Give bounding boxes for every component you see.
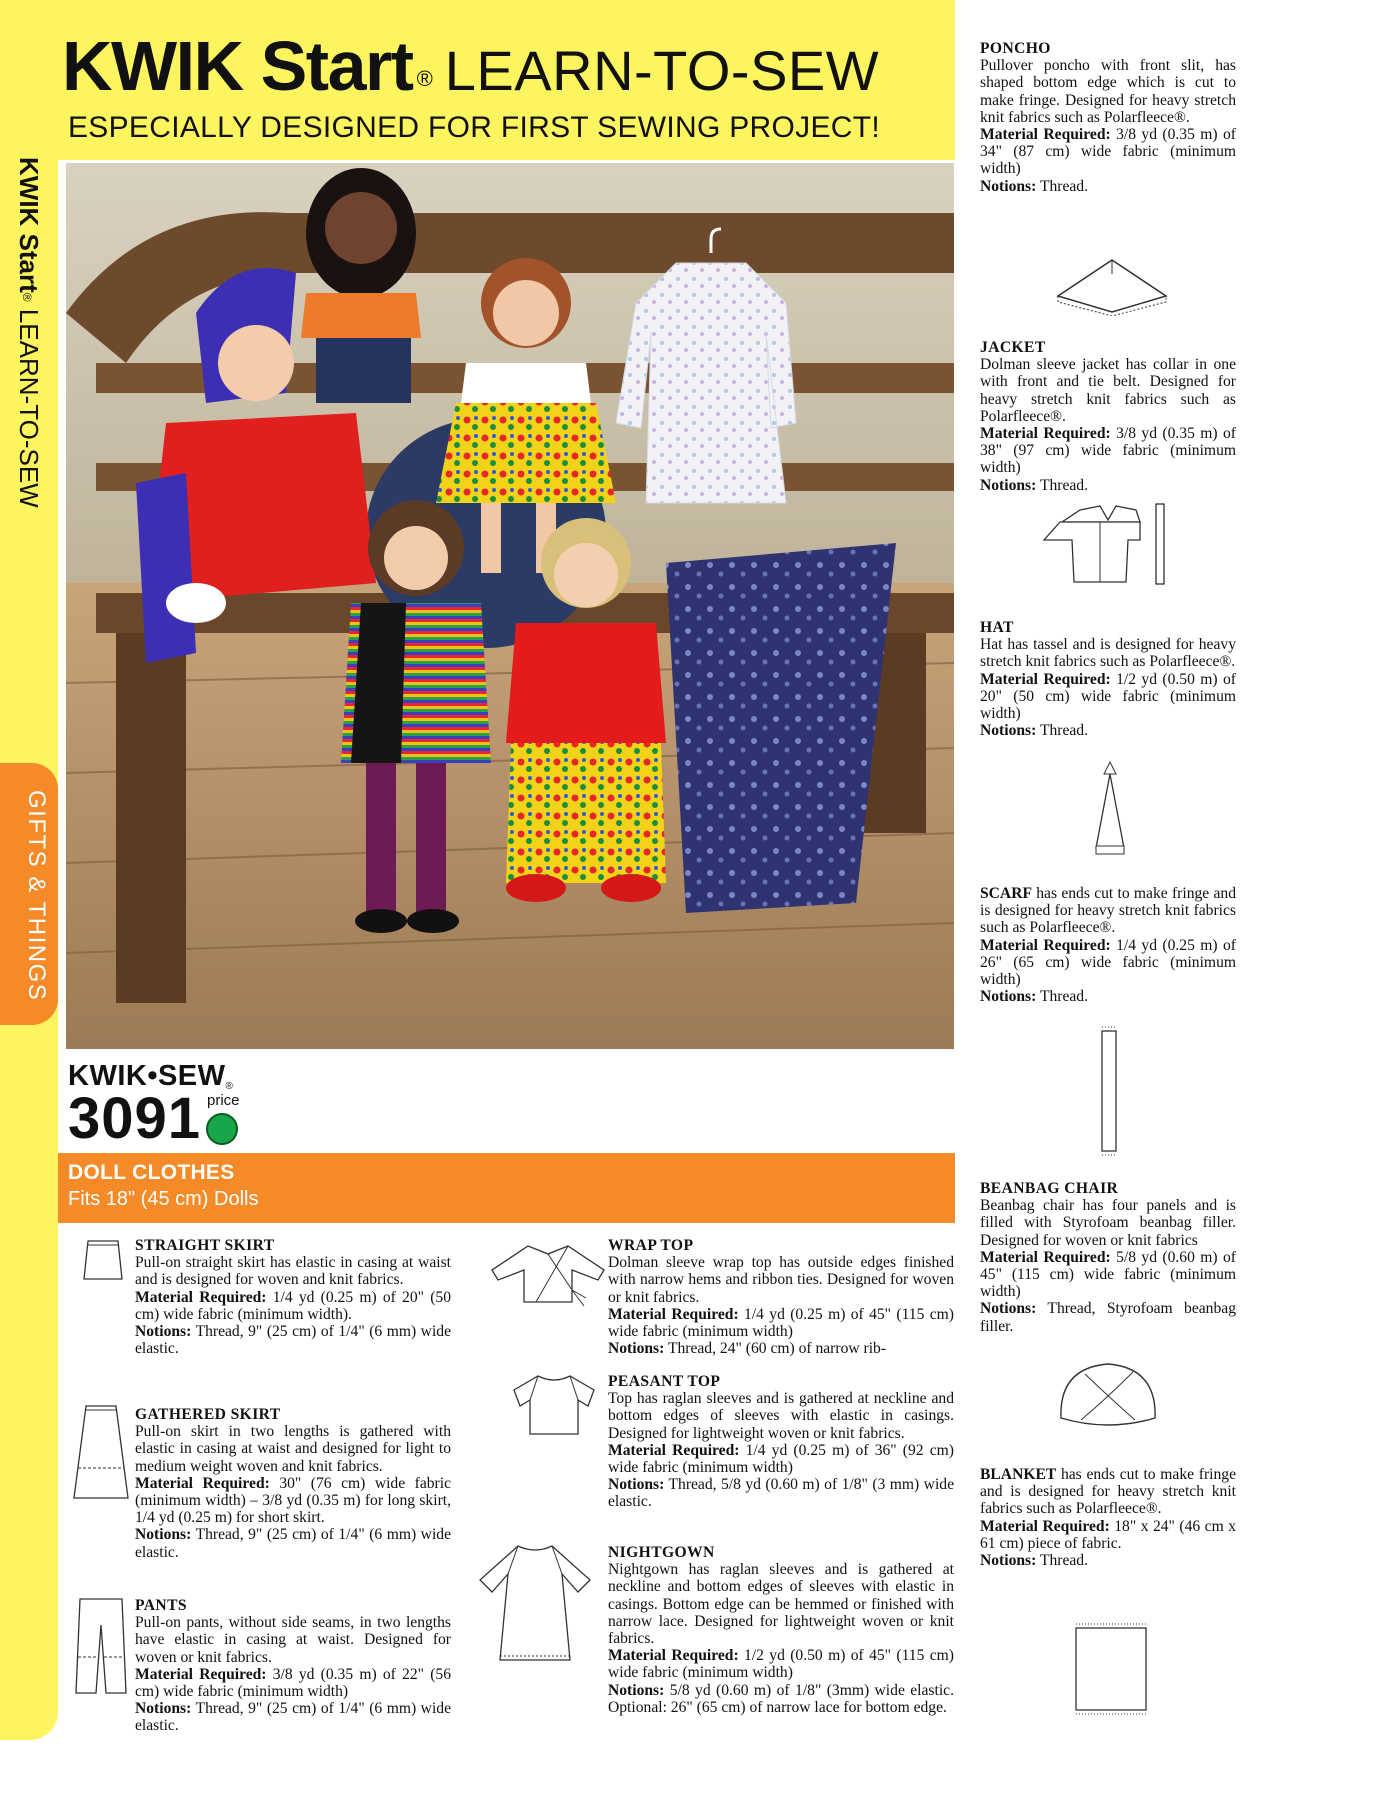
pattern-nightgown: NIGHTGOWN Nightgown has raglan sleeves and is gathered at neckline and bottom edges of sleeves with elastic in casings. Bottom edge can be hemmed or finished with narrow lace. Designed for lightweight woven or knit fabrics. Material Required: 1/2 yd (0.50 m) of 45" (115 cm) wide fabric (minimum width) Notions: 5/8 yd (0.60 m) of 1/8" (3mm) wide elastic. Optional: 26" (65 cm) of narrow lace for bottom edge. bbox=[608, 1544, 954, 1716]
brand-title: KWIK Start ® LEARN-TO-SEW bbox=[62, 27, 880, 105]
poncho-sketch-icon bbox=[1052, 256, 1172, 316]
beanbag-sketch-icon bbox=[1055, 1358, 1161, 1432]
band-title: DOLL CLOTHES bbox=[68, 1161, 235, 1184]
price-label: price bbox=[207, 1092, 240, 1109]
category-band bbox=[58, 1153, 955, 1223]
product-photo bbox=[66, 163, 954, 1049]
pattern-peasant-top: PEASANT TOP Top has raglan sleeves and is gathered at neckline and bottom edges of sleeves with elastic in casings. Designed for lightweight woven or knit fabrics. Material Required: 1/4 yd (0.25 m) of 36" (92 cm) wide fabric (minimum width) Notions: Thread, 5/8 yd (0.60 m) of 1/8" (3 mm) wide elastic. bbox=[608, 1373, 954, 1511]
pattern-wrap-top: WRAP TOP Dolman sleeve wrap top has outside edges finished with narrow hems and ribbon ties. Designed for woven or knit fabrics. Material Required: 1/4 yd (0.25 m) of 45" (115 cm) wide fabric (minimum width) Notions: Thread, 24" (60 cm) of narrow rib- bbox=[608, 1237, 954, 1358]
pattern-poncho: PONCHO Pullover poncho with front slit, has shaped bottom edge which is cut to make fringe. Designed for heavy stretch knit fabrics such as Polarfleece®. Material Required: 3/8 yd (0.35 m) of 34" (87 cm) wide fabric (minimum width) Notions: Thread. bbox=[980, 40, 1236, 195]
nightgown-sketch-icon bbox=[470, 1540, 600, 1666]
pattern-straight-skirt: STRAIGHT SKIRT Pull-on straight skirt has elastic in casing at waist and is designed for woven and knit fabrics. Material Required: 1/4 yd (0.25 m) of 20" (50 cm) wide fabric (minimum width). Notions: Thread, 9" (25 cm) of 1/4" (6 mm) wide elastic. bbox=[135, 1237, 451, 1358]
pattern-scarf: SCARF has ends cut to make fringe and is designed for heavy stretch knit fabrics such as Polarfleece®. Material Required: 1/4 yd (0.25 m) of 26" (65 cm) wide fabric (minimum width) Notions: Thread. bbox=[980, 885, 1236, 1006]
price-dot-icon bbox=[206, 1113, 238, 1145]
spine-title: KWIK Start® LEARN-TO-SEW bbox=[14, 157, 44, 508]
peasant-top-sketch-icon bbox=[508, 1370, 600, 1440]
wrap-top-sketch-icon bbox=[488, 1240, 608, 1314]
hat-sketch-icon bbox=[1090, 760, 1130, 858]
pattern-pants: PANTS Pull-on pants, without side seams, in two lengths have elastic in casing at waist. Designed for woven or knit fabrics. Material Required: 3/8 yd (0.35 m) of 22" (56 cm) wide fabric (minimum width) Notions: Thread, 9" (25 cm) of 1/4" (6 mm) wide elastic. bbox=[135, 1597, 451, 1735]
straight-skirt-sketch-icon bbox=[78, 1237, 128, 1283]
band-subtitle: Fits 18" (45 cm) Dolls bbox=[68, 1188, 259, 1210]
pattern-beanbag-chair: BEANBAG CHAIR Beanbag chair has four panels and is filled with Styrofoam beanbag filler. Designed for woven or knit fabrics Material Required: 5/8 yd (0.60 m) of 45" (115 cm) wide fabric (minimum width) Notions: Thread, Styrofoam beanbag filler. bbox=[980, 1180, 1236, 1335]
gathered-skirt-sketch-icon bbox=[70, 1402, 132, 1504]
blanket-sketch-icon bbox=[1072, 1620, 1150, 1718]
pants-sketch-icon bbox=[72, 1595, 130, 1697]
pattern-jacket: JACKET Dolman sleeve jacket has collar in one with front and tie belt. Designed for heavy stretch knit fabrics such as Polarfleece®. Material Required: 3/8 yd (0.35 m) of 38" (97 cm) wide fabric (minimum width) Notions: Thread. bbox=[980, 339, 1236, 494]
tagline: ESPECIALLY DESIGNED FOR FIRST SEWING PROJECT! bbox=[68, 111, 880, 144]
pattern-gathered-skirt: GATHERED SKIRT Pull-on skirt in two lengths is gathered with elastic in casing at waist and designed for light to medium weight woven and knit fabrics. Material Required: 30" (76 cm) wide fabric (minimum width) – 3/8 yd (0.35 m) for long skirt, 1/4 yd (0.25 m) for short skirt. Notions: Thread, 9" (25 cm) of 1/4" (6 mm) wide elastic. bbox=[135, 1406, 451, 1561]
pattern-hat: HAT Hat has tassel and is designed for heavy stretch knit fabrics such as Polarfleece®. Material Required: 1/2 yd (0.50 m) of 20" (50 cm) wide fabric (minimum width) Notions: Thread. bbox=[980, 619, 1236, 740]
jacket-sketch-icon bbox=[1040, 500, 1180, 586]
pattern-blanket: BLANKET has ends cut to make fringe and is designed for heavy stretch knit fabrics such as Polarfleece®. Material Required: 18" x 24" (46 cm x 61 cm) piece of fabric. Notions: Thread. bbox=[980, 1466, 1236, 1570]
scarf-sketch-icon bbox=[1098, 1025, 1120, 1159]
category-label: GIFTS & THINGS bbox=[23, 790, 50, 1002]
kwik-sew-logo: KWIK•SEW® bbox=[68, 1060, 234, 1092]
pattern-number: 3091 bbox=[68, 1086, 202, 1151]
